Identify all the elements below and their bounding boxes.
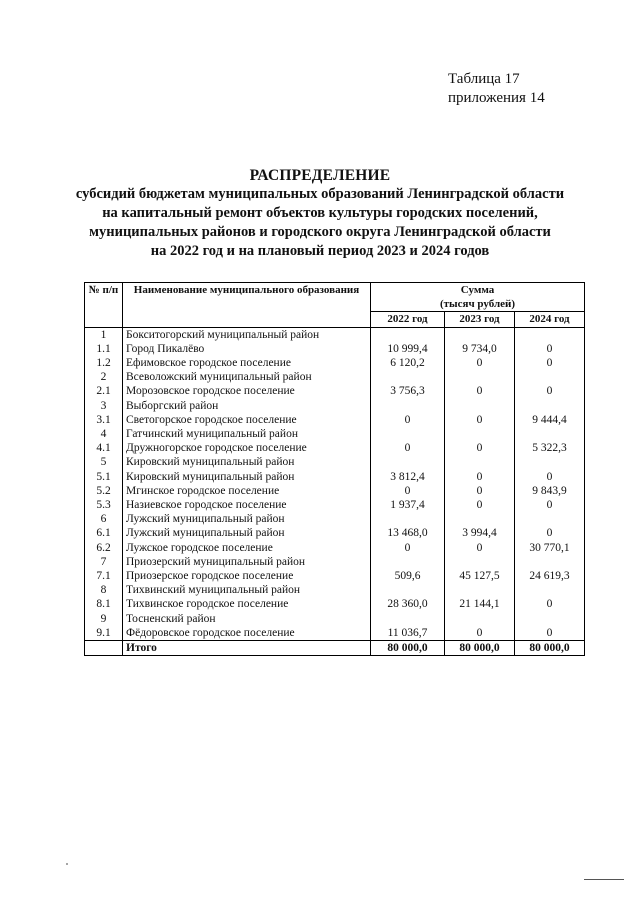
table-row xyxy=(85,384,585,398)
table-row xyxy=(85,612,585,626)
row-value-2024: 0 xyxy=(515,526,585,540)
row-name: Лужский муниципальный район xyxy=(123,526,371,540)
row-value-2023 xyxy=(445,327,515,342)
table-row xyxy=(85,583,585,597)
row-number: 4.1 xyxy=(85,441,123,455)
distribution-table xyxy=(84,282,585,656)
row-number: 9 xyxy=(85,612,123,626)
row-value-2023: 3 994,4 xyxy=(445,526,515,540)
title-line-4: муниципальных районов и городского округа Ленинградской области xyxy=(89,224,551,240)
row-name: Выборгский район xyxy=(123,399,371,413)
row-number: 9.1 xyxy=(85,626,123,641)
row-name: Ефимовское городское поселение xyxy=(123,356,371,370)
row-value-2024: 0 xyxy=(515,384,585,398)
document-title xyxy=(0,166,640,261)
row-value-2024 xyxy=(515,612,585,626)
row-value-2023: 0 xyxy=(445,384,515,398)
row-name: Гатчинский муниципальный район xyxy=(123,427,371,441)
row-value-2022 xyxy=(371,555,445,569)
row-name: Тосненский район xyxy=(123,612,371,626)
total-2023: 80 000,0 xyxy=(445,641,515,656)
row-value-2023: 0 xyxy=(445,484,515,498)
row-number: 3.1 xyxy=(85,413,123,427)
table-number: Таблица 17 xyxy=(448,71,520,87)
row-value-2023: 0 xyxy=(445,441,515,455)
row-value-2022: 1 937,4 xyxy=(371,498,445,512)
row-number: 1.2 xyxy=(85,356,123,370)
row-value-2022: 11 036,7 xyxy=(371,626,445,641)
header-year-2023: 2023 год xyxy=(445,312,515,327)
row-value-2024 xyxy=(515,512,585,526)
row-value-2022 xyxy=(371,370,445,384)
row-value-2024: 0 xyxy=(515,470,585,484)
table-row xyxy=(85,413,585,427)
table-row xyxy=(85,526,585,540)
row-value-2023 xyxy=(445,427,515,441)
table-row xyxy=(85,455,585,469)
row-value-2024: 30 770,1 xyxy=(515,541,585,555)
footer-line xyxy=(584,879,624,880)
total-2022: 80 000,0 xyxy=(371,641,445,656)
row-value-2024: 0 xyxy=(515,626,585,641)
row-value-2022: 0 xyxy=(371,484,445,498)
row-name: Бокситогорский муниципальный район xyxy=(123,327,371,342)
title-line-5: на 2022 год и на плановый период 2023 и 2024 годов xyxy=(150,243,490,259)
row-value-2022: 3 812,4 xyxy=(371,470,445,484)
row-value-2023 xyxy=(445,399,515,413)
header-sum-unit: (тысяч рублей) xyxy=(439,298,516,311)
row-value-2023: 0 xyxy=(445,356,515,370)
total-row xyxy=(85,641,585,656)
table-row xyxy=(85,498,585,512)
row-number: 6.1 xyxy=(85,526,123,540)
row-name: Приозерский муниципальный район xyxy=(123,555,371,569)
row-value-2023 xyxy=(445,555,515,569)
row-value-2024: 5 322,3 xyxy=(515,441,585,455)
header-number: № п/п xyxy=(85,283,123,328)
row-value-2022 xyxy=(371,327,445,342)
row-value-2024: 24 619,3 xyxy=(515,569,585,583)
row-value-2022: 28 360,0 xyxy=(371,597,445,611)
row-value-2024 xyxy=(515,327,585,342)
row-name: Светогорское городское поселение xyxy=(123,413,371,427)
row-value-2023 xyxy=(445,612,515,626)
total-label: Итого xyxy=(123,641,371,656)
table-row xyxy=(85,399,585,413)
row-value-2023 xyxy=(445,583,515,597)
row-value-2023: 0 xyxy=(445,498,515,512)
table-row xyxy=(85,342,585,356)
row-value-2023: 0 xyxy=(445,413,515,427)
row-value-2024: 0 xyxy=(515,356,585,370)
title-line-3: на капитальный ремонт объектов культуры городских поселений, xyxy=(102,205,538,221)
row-name: Дружногорское городское поселение xyxy=(123,441,371,455)
row-value-2024: 0 xyxy=(515,342,585,356)
row-number: 5.2 xyxy=(85,484,123,498)
row-name: Кировский муниципальный район xyxy=(123,470,371,484)
row-number: 6 xyxy=(85,512,123,526)
table-row xyxy=(85,370,585,384)
row-value-2024: 9 843,9 xyxy=(515,484,585,498)
row-value-2023 xyxy=(445,512,515,526)
row-value-2022: 13 468,0 xyxy=(371,526,445,540)
row-value-2022 xyxy=(371,427,445,441)
row-value-2023 xyxy=(445,370,515,384)
row-name: Лужский муниципальный район xyxy=(123,512,371,526)
row-value-2024 xyxy=(515,455,585,469)
row-value-2022 xyxy=(371,512,445,526)
row-value-2024 xyxy=(515,427,585,441)
row-number: 6.2 xyxy=(85,541,123,555)
header-year-2024: 2024 год xyxy=(515,312,585,327)
row-value-2024: 0 xyxy=(515,597,585,611)
appendix-number: приложения 14 xyxy=(448,90,545,106)
table-body xyxy=(85,327,585,640)
title-line-2: субсидий бюджетам муниципальных образований Ленинградской области xyxy=(75,186,565,202)
table-row xyxy=(85,470,585,484)
row-value-2024 xyxy=(515,555,585,569)
row-value-2023: 9 734,0 xyxy=(445,342,515,356)
table-row xyxy=(85,484,585,498)
row-value-2022: 0 xyxy=(371,413,445,427)
row-name: Морозовское городское поселение xyxy=(123,384,371,398)
row-name: Приозерское городское поселение xyxy=(123,569,371,583)
table-row xyxy=(85,597,585,611)
header-sum-title: Сумма xyxy=(460,284,495,296)
row-number: 8 xyxy=(85,583,123,597)
row-number: 5 xyxy=(85,455,123,469)
table-row xyxy=(85,569,585,583)
table-row xyxy=(85,512,585,526)
table-row xyxy=(85,555,585,569)
row-value-2023: 45 127,5 xyxy=(445,569,515,583)
row-number: 2 xyxy=(85,370,123,384)
row-number: 1 xyxy=(85,327,123,342)
scan-speck xyxy=(66,863,68,865)
row-value-2024 xyxy=(515,399,585,413)
table-row xyxy=(85,427,585,441)
row-value-2023: 0 xyxy=(445,470,515,484)
row-number: 8.1 xyxy=(85,597,123,611)
header-sum xyxy=(371,283,585,312)
table-reference xyxy=(448,70,545,108)
row-value-2022 xyxy=(371,455,445,469)
row-number: 2.1 xyxy=(85,384,123,398)
row-value-2022: 6 120,2 xyxy=(371,356,445,370)
table-row xyxy=(85,626,585,641)
row-number: 7.1 xyxy=(85,569,123,583)
row-value-2022: 509,6 xyxy=(371,569,445,583)
row-name: Всеволожский муниципальный район xyxy=(123,370,371,384)
row-value-2023: 21 144,1 xyxy=(445,597,515,611)
title-heading: РАСПРЕДЕЛЕНИЕ xyxy=(249,167,391,184)
row-value-2024: 0 xyxy=(515,498,585,512)
row-value-2022 xyxy=(371,583,445,597)
row-number: 1.1 xyxy=(85,342,123,356)
row-value-2022: 3 756,3 xyxy=(371,384,445,398)
row-value-2022: 10 999,4 xyxy=(371,342,445,356)
row-name: Город Пикалёво xyxy=(123,342,371,356)
header-year-2022: 2022 год xyxy=(371,312,445,327)
row-value-2022 xyxy=(371,399,445,413)
row-number: 7 xyxy=(85,555,123,569)
row-name: Мгинское городское поселение xyxy=(123,484,371,498)
row-value-2022: 0 xyxy=(371,441,445,455)
row-value-2024: 9 444,4 xyxy=(515,413,585,427)
row-number: 5.1 xyxy=(85,470,123,484)
row-value-2022: 0 xyxy=(371,541,445,555)
row-number: 4 xyxy=(85,427,123,441)
row-value-2023: 0 xyxy=(445,541,515,555)
row-number: 3 xyxy=(85,399,123,413)
row-value-2024 xyxy=(515,370,585,384)
total-2024: 80 000,0 xyxy=(515,641,585,656)
row-name: Фёдоровское городское поселение xyxy=(123,626,371,641)
row-name: Назиевское городское поселение xyxy=(123,498,371,512)
row-value-2023 xyxy=(445,455,515,469)
header-name: Наименование муниципального образования xyxy=(123,283,371,328)
table-row xyxy=(85,327,585,342)
table-row xyxy=(85,541,585,555)
table-row xyxy=(85,356,585,370)
row-name: Тихвинское городское поселение xyxy=(123,597,371,611)
total-number-cell xyxy=(85,641,123,656)
row-value-2022 xyxy=(371,612,445,626)
row-value-2023: 0 xyxy=(445,626,515,641)
row-value-2024 xyxy=(515,583,585,597)
row-number: 5.3 xyxy=(85,498,123,512)
row-name: Лужское городское поселение xyxy=(123,541,371,555)
row-name: Тихвинский муниципальный район xyxy=(123,583,371,597)
row-name: Кировский муниципальный район xyxy=(123,455,371,469)
table-row xyxy=(85,441,585,455)
